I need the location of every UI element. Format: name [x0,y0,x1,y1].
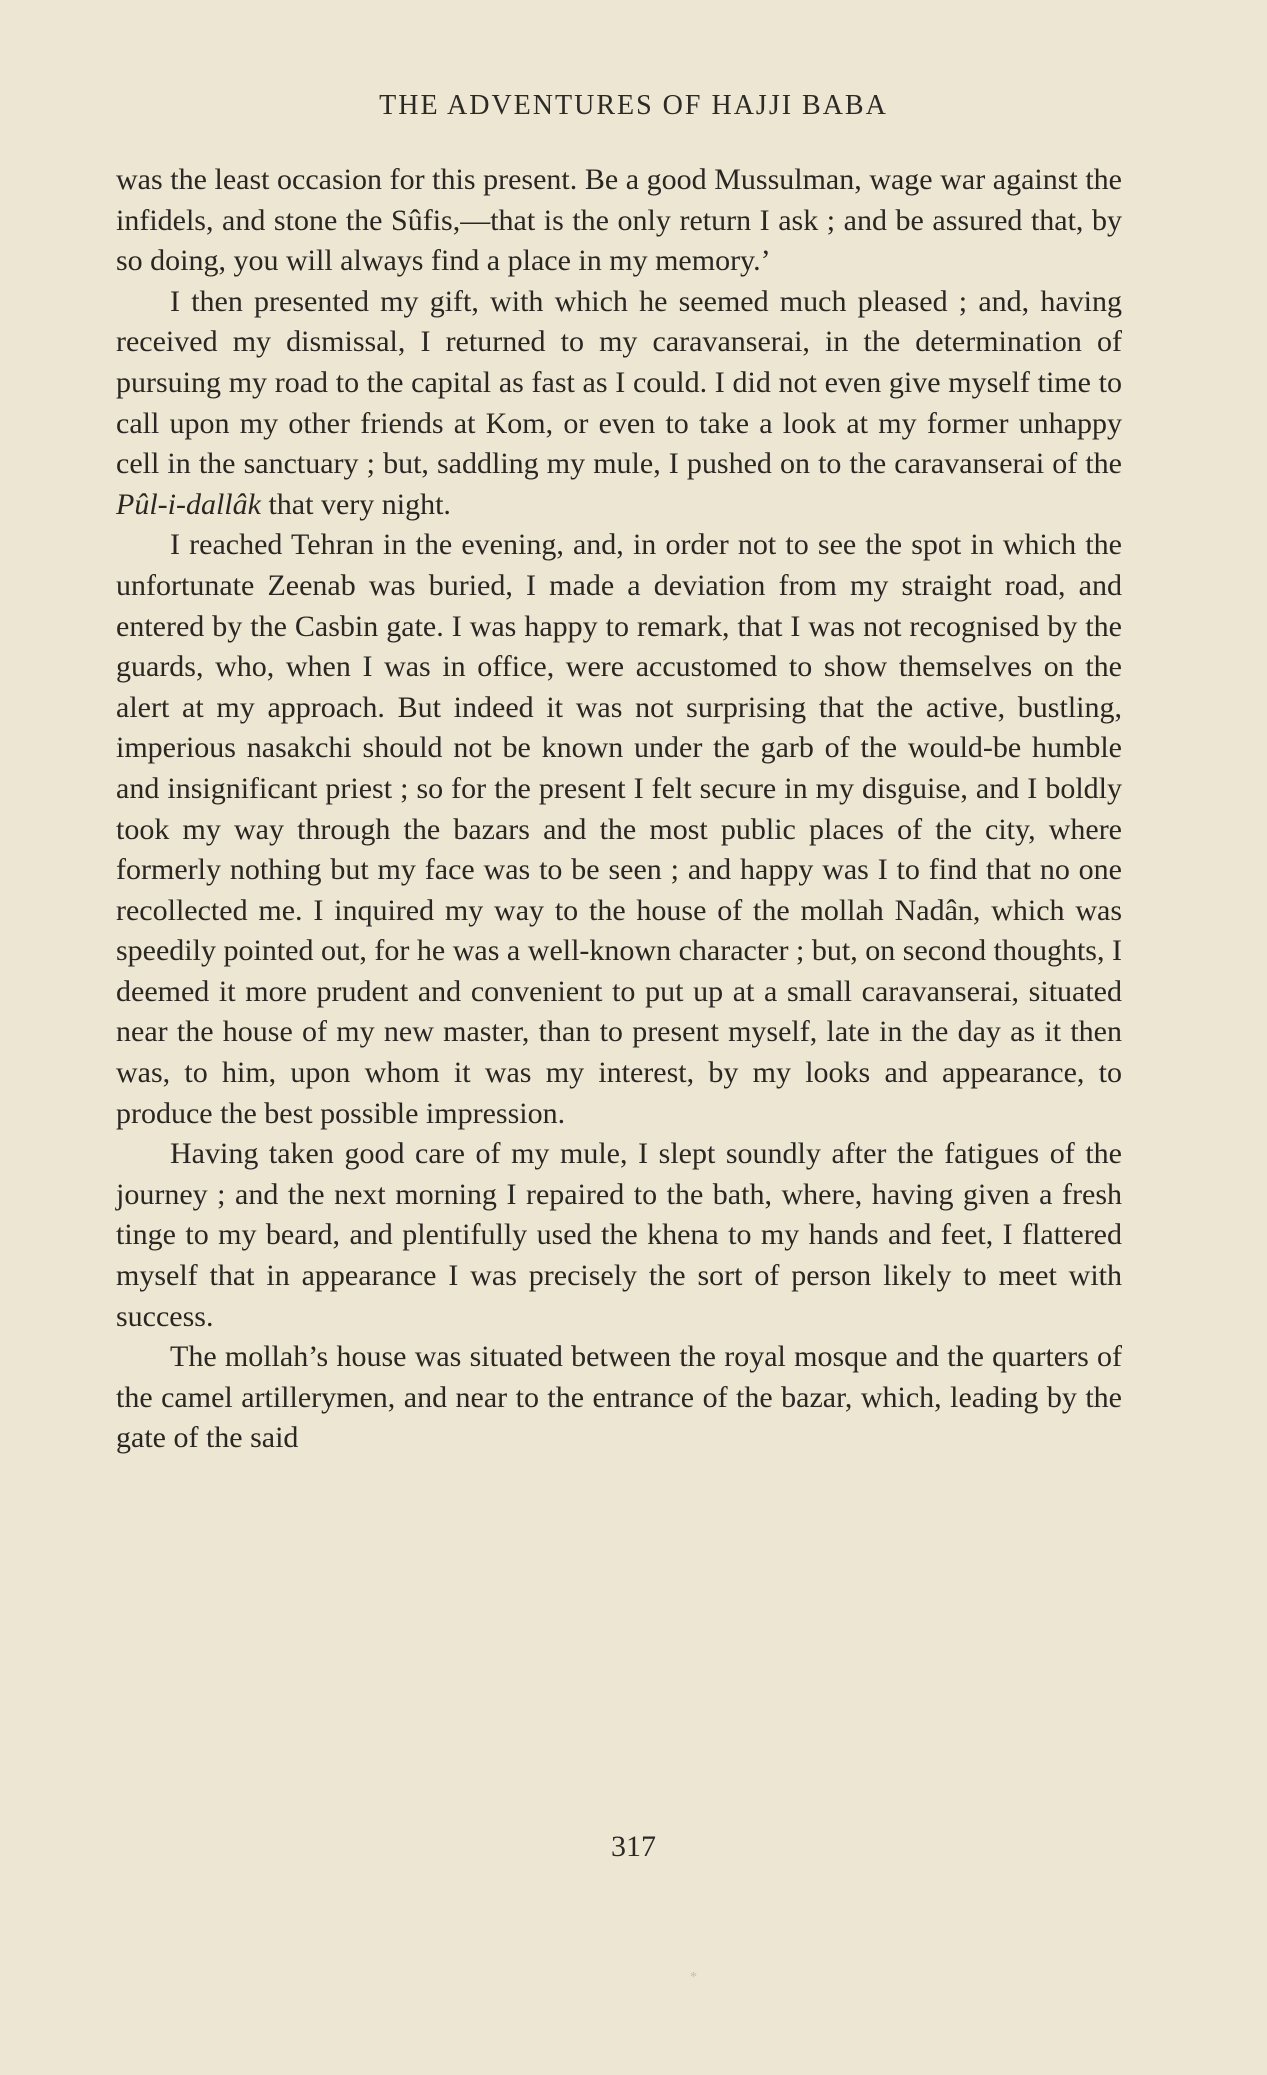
paragraph-bath: Having taken good care of my mule, I slept soundly after the fatigues of the journey ; and the next morning I repaired to the bath, where, having given a fresh tinge to my beard, and plentifully used the khena to my hands and feet, I flattered myself that in appearance I was precisely the sort of person likely to meet with success. [116,1137,1122,1333]
paragraph-tehran: I reached Tehran in the evening, and, in order not to see the spot in which the unfortunate Zeenab was buried, I made a deviation from my straight road, and entered by the Casbin gate. I was happy to remark, that I was not recognised by the guards, who, when I was in office, were accustomed to show themselves on the alert at my approach. But indeed it was not surprising that the active, bustling, imperious nasakchi should not be known under the garb of the would-be humble and insignificant priest ; so for the present I felt secure in my disguise, and I boldly took my way through the bazars and the most public places of the city, where formerly nothing but my face was to be seen ; and happy was I to find that no one recollected me. I inquired my way to the house of the mollah Nadân, which was speedily pointed out, for he was a well-known character ; but, on second thoughts, I deemed it more prudent and convenient to put up at a small caravanserai, situated near the house of my new master, than to present myself, late in the day as it then was, to him, upon whom it was my interest, by my looks and appearance, to produce the best possible impression. [116,528,1122,1130]
paragraph-gift-text-after: that very night. [260,487,451,521]
paragraph-mollah-house: The mollah’s house was situated between the royal mosque and the quarters of the camel artillerymen, and near to the entrance of the bazar, which, leading by the gate of the said [116,1340,1122,1455]
paper-speck: * [690,1970,697,1985]
body-text [116,160,1122,1459]
page-number: 317 [611,1830,656,1863]
running-header: THE ADVENTURES OF HAJJI BABA [379,90,888,121]
paragraph-continuation: was the least occasion for this present. Be a good Mussulman, wage war against the infidels, and stone the Sûfis,—that is the only return I ask ; and be assured that, by so doing, you will always find a place in my memory.’ [116,163,1122,278]
paragraph-gift [116,282,1122,526]
paragraph-gift-text-before: I then presented my gift, with which he seemed much pleased ; and, having received my dismissal, I returned to my caravanserai, in the determination of pursuing my road to the capital as fast as I could. I did not even give myself time to call upon my other friends at Kom, or even to take a look at my former unhappy cell in the sanctuary ; but, saddling my mule, I pushed on to the caravanserai of the [116,284,1122,481]
place-name-italic: Pûl-i-dallâk [116,487,261,521]
